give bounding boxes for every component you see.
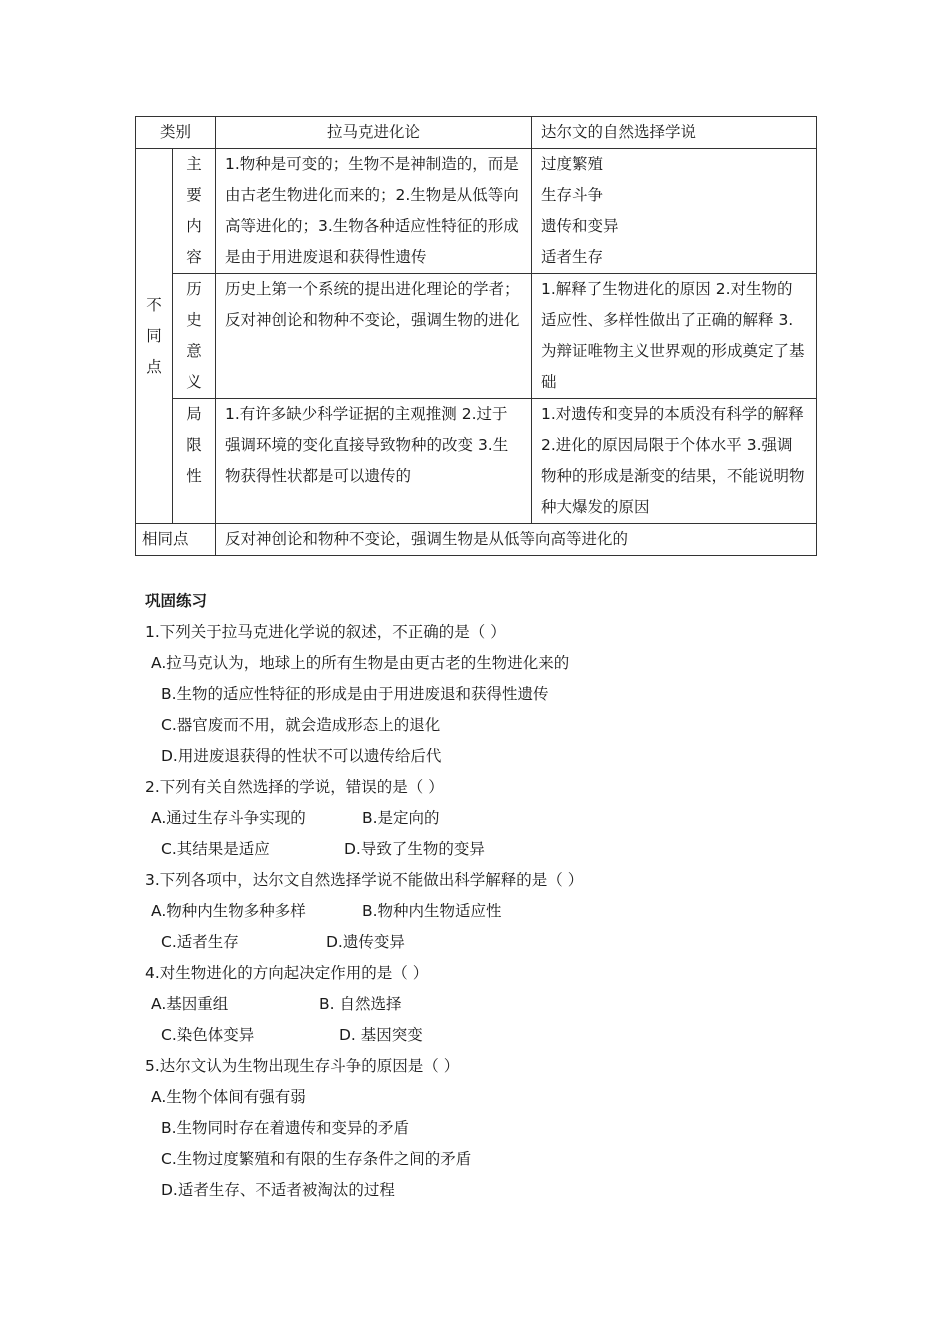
header-category: 类别 [136,117,216,149]
option-row [145,989,845,1020]
darwin-line: 遗传和变异 [541,217,619,235]
lamarck-cell: 1.有许多缺少科学证据的主观推测 2.过于强调环境的变化直接导致物种的改变 3.生物获得性状都是可以遗传的 [216,399,532,524]
option: B.生物同时存在着遗传和变异的矛盾 [161,1119,410,1137]
option: B.生物的适应性特征的形成是由于用进废退和获得性遗传 [161,685,549,703]
option-row [145,927,845,958]
darwin-cell [532,149,817,274]
option: C.其结果是适应 [161,840,270,858]
same-text: 反对神创论和物种不变论，强调生物是从低等向高等进化的 [216,524,817,556]
header-darwin: 达尔文的自然选择学说 [532,117,817,149]
darwin-line: 过度繁殖 [541,155,604,173]
row-label-cell [173,149,216,274]
option: D.适者生存、不适者被淘汰的过程 [161,1181,395,1199]
option: C.器官废而不用，就会造成形态上的退化 [161,716,441,734]
table-row [136,524,817,556]
question-stem: 2.下列有关自然选择的学说，错误的是（ ） [145,778,444,796]
lamarck-cell: 历史上第一个系统的提出进化理论的学者；反对神创论和物种不变论，强调生物的进化 [216,274,532,399]
table-row [136,149,817,274]
option: C.适者生存 [161,933,239,951]
option-row [145,896,845,927]
option: B.是定向的 [362,809,440,827]
darwin-cell: 1.解释了生物进化的原因 2.对生物的适应性、多样性做出了正确的解释 3.为辩证唯物主义世界观的形成奠定了基础 [532,274,817,399]
question-stem: 5.达尔文认为生物出现生存斗争的原因是（ ） [145,1057,460,1075]
section-title: 巩固练习 [145,592,208,610]
header-lamarck: 拉马克进化论 [216,117,532,149]
darwin-cell: 1.对遗传和变异的本质没有科学的解释 2.进化的原因局限于个体水平 3.强调物种的形成是渐变的结果，不能说明物种大爆发的原因 [532,399,817,524]
option: C.染色体变异 [161,1026,255,1044]
question-stem: 4.对生物进化的方向起决定作用的是（ ） [145,964,429,982]
same-label: 相同点 [136,524,216,556]
row-label-cell [173,399,216,524]
option-row [145,803,845,834]
option: A.基因重组 [151,995,229,1013]
row-label: 主要内容 [186,155,202,266]
option-row [145,834,845,865]
option-row [145,1020,845,1051]
row-label-cell [173,274,216,399]
question-stem: 1.下列关于拉马克进化学说的叙述，不正确的是（ ） [145,623,506,641]
row-label: 历史意义 [186,280,202,391]
option: A.通过生存斗争实现的 [151,809,306,827]
option: D. 基因突变 [339,1026,423,1044]
option: C.生物过度繁殖和有限的生存条件之间的矛盾 [161,1150,472,1168]
table-header-row [136,117,817,149]
option: D.遗传变异 [326,933,405,951]
lamarck-cell: 1.物种是可变的；生物不是神制造的，而是由古老生物进化而来的；2.生物是从低等向高等进化的；3.生物各种适应性特征的形成是由于用进废退和获得性遗传 [216,149,532,274]
question-stem: 3.下列各项中，达尔文自然选择学说不能做出科学解释的是（ ） [145,871,584,889]
table-row [136,274,817,399]
row-label: 局限性 [186,405,202,485]
option: A.生物个体间有强有弱 [151,1088,306,1106]
option: D.用进废退获得的性状不可以遗传给后代 [161,747,442,765]
option: B. 自然选择 [319,995,402,1013]
option: A.物种内生物多种多样 [151,902,306,920]
option: A.拉马克认为，地球上的所有生物是由更古老的生物进化来的 [151,654,570,672]
option: B.物种内生物适应性 [362,902,502,920]
comparison-table [135,116,817,556]
darwin-line: 生存斗争 [541,186,604,204]
diff-label-cell [136,149,173,524]
exercise-section [145,586,845,1206]
diff-label: 不同点 [146,295,162,376]
darwin-line: 适者生存 [541,248,604,266]
table-row [136,399,817,524]
option: D.导致了生物的变异 [344,840,485,858]
